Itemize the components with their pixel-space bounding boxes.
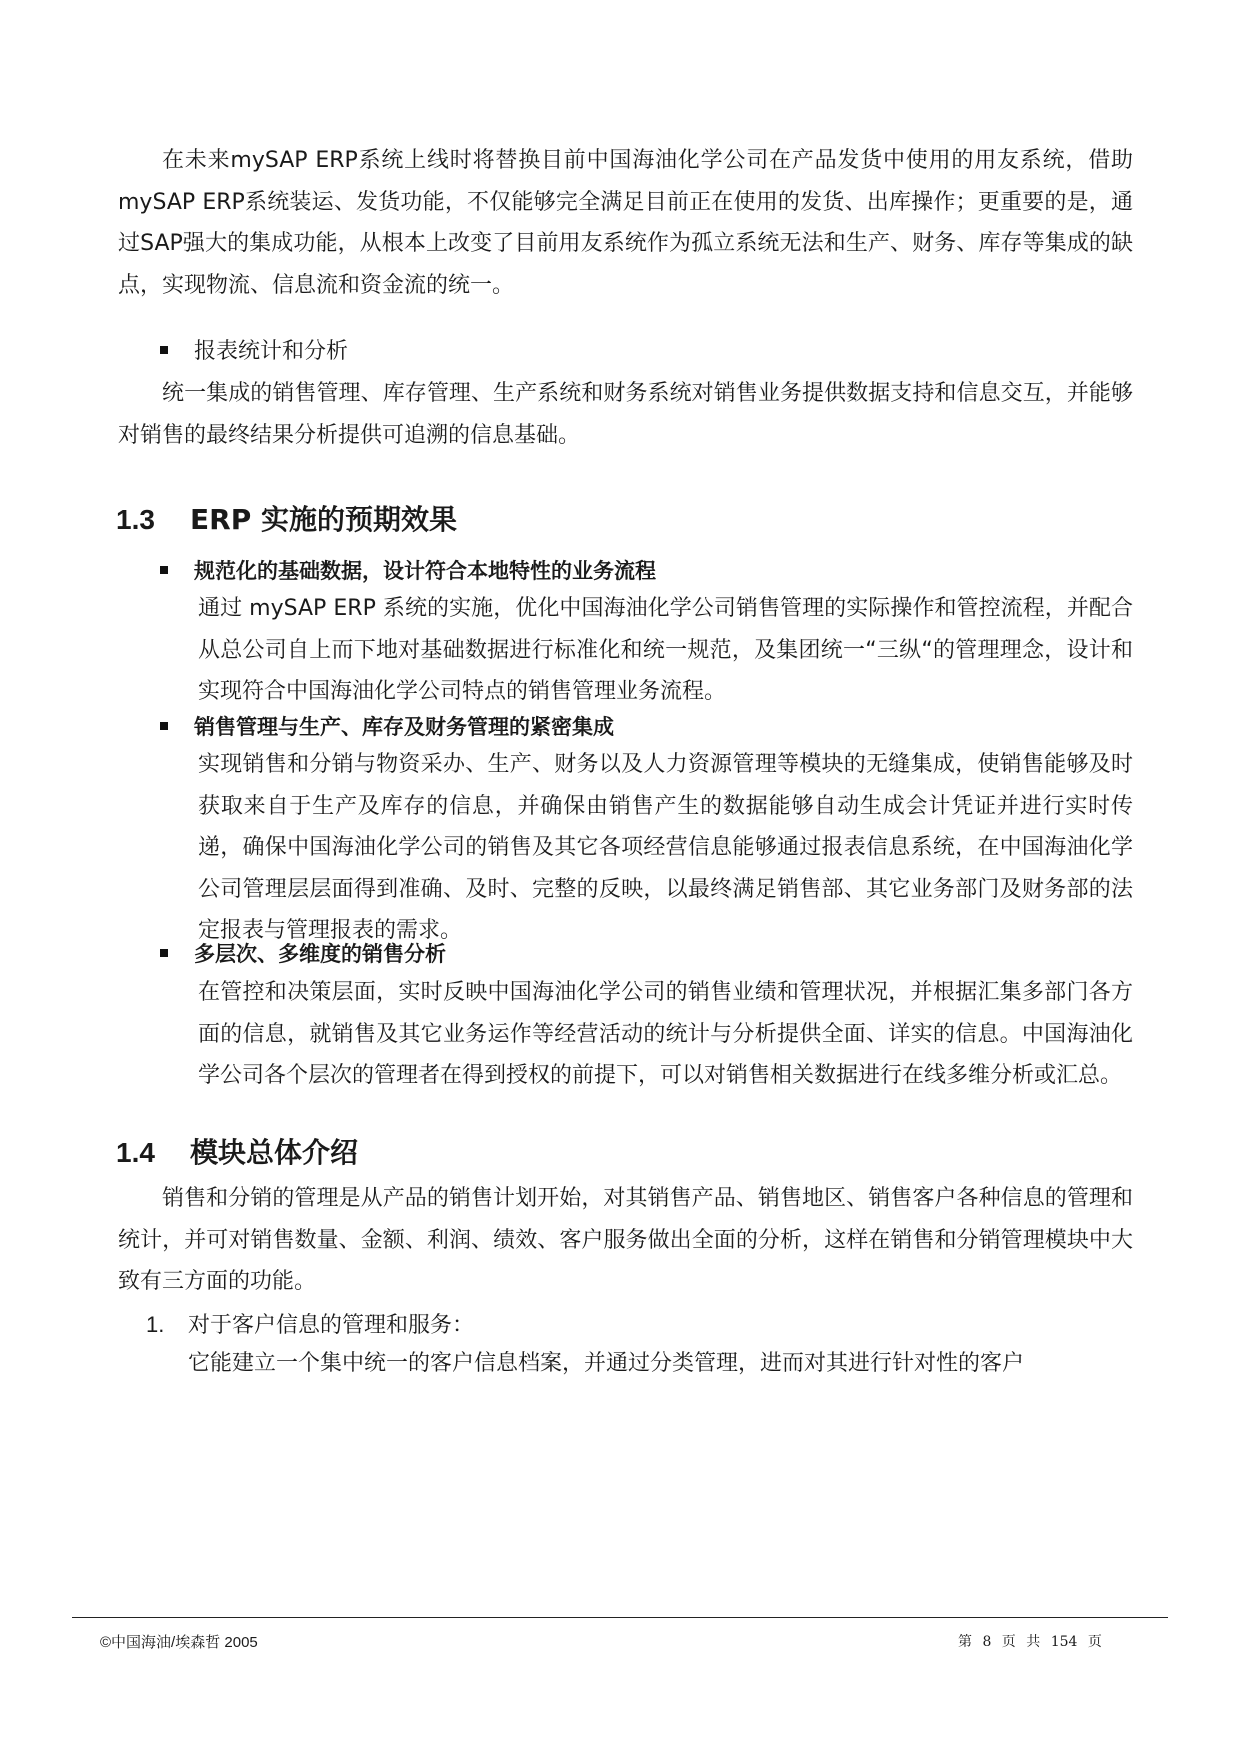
footer-copyright: ©中国海油/埃森哲 2005 [100, 1634, 258, 1651]
item-number: 1. [146, 1312, 165, 1337]
numbered-item-1 [146, 1305, 474, 1346]
footer-page-number: 第 8 页 共 154 页 [958, 1634, 1102, 1650]
effect-title-1: 规范化的基础数据，设计符合本地特性的业务流程 [160, 552, 656, 590]
section-number: 1.3 [116, 504, 155, 535]
item-1-body: 它能建立一个集中统一的客户信息档案，并通过分类管理，进而对其进行针对性的客户 [188, 1351, 1025, 1376]
section-title: ERP 实施的预期效果 [190, 503, 457, 536]
square-bullet-icon [160, 722, 168, 730]
section-number: 1.4 [116, 1137, 155, 1168]
square-bullet-icon [160, 566, 168, 574]
effect-title-3: 多层次、多维度的销售分析 [160, 935, 446, 973]
section-heading-1-4 [116, 1133, 358, 1173]
bullet-report-analysis [160, 332, 348, 372]
effect-title-2: 销售管理与生产、库存及财务管理的紧密集成 [160, 708, 614, 746]
paragraph-shipping: 在未来mySAP ERP系统上线时将替换目前中国海油化学公司在产品发货中使用的用友系统，借助mySAP ERP系统装运、发货功能，不仅能够完全满足目前正在使用的发货、出库操作；更重要的是，通过SAP强大的集成功能，从根本上改变了目前用友系统作为孤立系统无法和生产、财务、库存等集成的缺点，实现物流、信息流和资金流的统一。 [118, 148, 1133, 298]
square-bullet-icon [160, 346, 168, 354]
paragraph-module-intro: 销售和分销的管理是从产品的销售计划开始，对其销售产品、销售地区、销售客户各种信息的管理和统计，并可对销售数量、金额、利润、绩效、客户服务做出全面的分析，这样在销售和分销管理模块中大致有三方面的功能。 [118, 1186, 1133, 1294]
section-heading-1-3 [116, 500, 457, 540]
effect-body-1: 通过 mySAP ERP 系统的实施，优化中国海油化学公司销售管理的实际操作和管控流程，并配合从总公司自上而下地对基础数据进行标准化和统一规范，及集团统一“三纵“的管理理念，设计和实现符合中国海油化学公司特点的销售管理业务流程。 [198, 596, 1133, 704]
bullet-label: 报表统计和分析 [194, 339, 349, 364]
item-title: 对于客户信息的管理和服务： [188, 1313, 475, 1338]
effect-body-3: 在管控和决策层面，实时反映中国海油化学公司的销售业绩和管理状况，并根据汇集多部门各方面的信息，就销售及其它业务运作等经营活动的统计与分析提供全面、详实的信息。中国海油化学公司各个层次的管理者在得到授权的前提下，可以对销售相关数据进行在线多维分析或汇总。 [198, 980, 1133, 1088]
square-bullet-icon [160, 949, 168, 957]
section-title: 模块总体介绍 [190, 1136, 359, 1169]
footer-divider [72, 1617, 1168, 1618]
effect-body-2: 实现销售和分销与物资采办、生产、财务以及人力资源管理等模块的无缝集成，使销售能够及时获取来自于生产及库存的信息，并确保由销售产生的数据能够自动生成会计凭证并进行实时传递，确保中国海油化学公司的销售及其它各项经营信息能够通过报表信息系统，在中国海油化学公司管理层层面得到准确、及时、完整的反映，以最终满足销售部、其它业务部门及财务部的法定报表与管理报表的需求。 [198, 752, 1133, 943]
paragraph-report: 统一集成的销售管理、库存管理、生产系统和财务系统对销售业务提供数据支持和信息交互，并能够对销售的最终结果分析提供可追溯的信息基础。 [118, 381, 1133, 448]
